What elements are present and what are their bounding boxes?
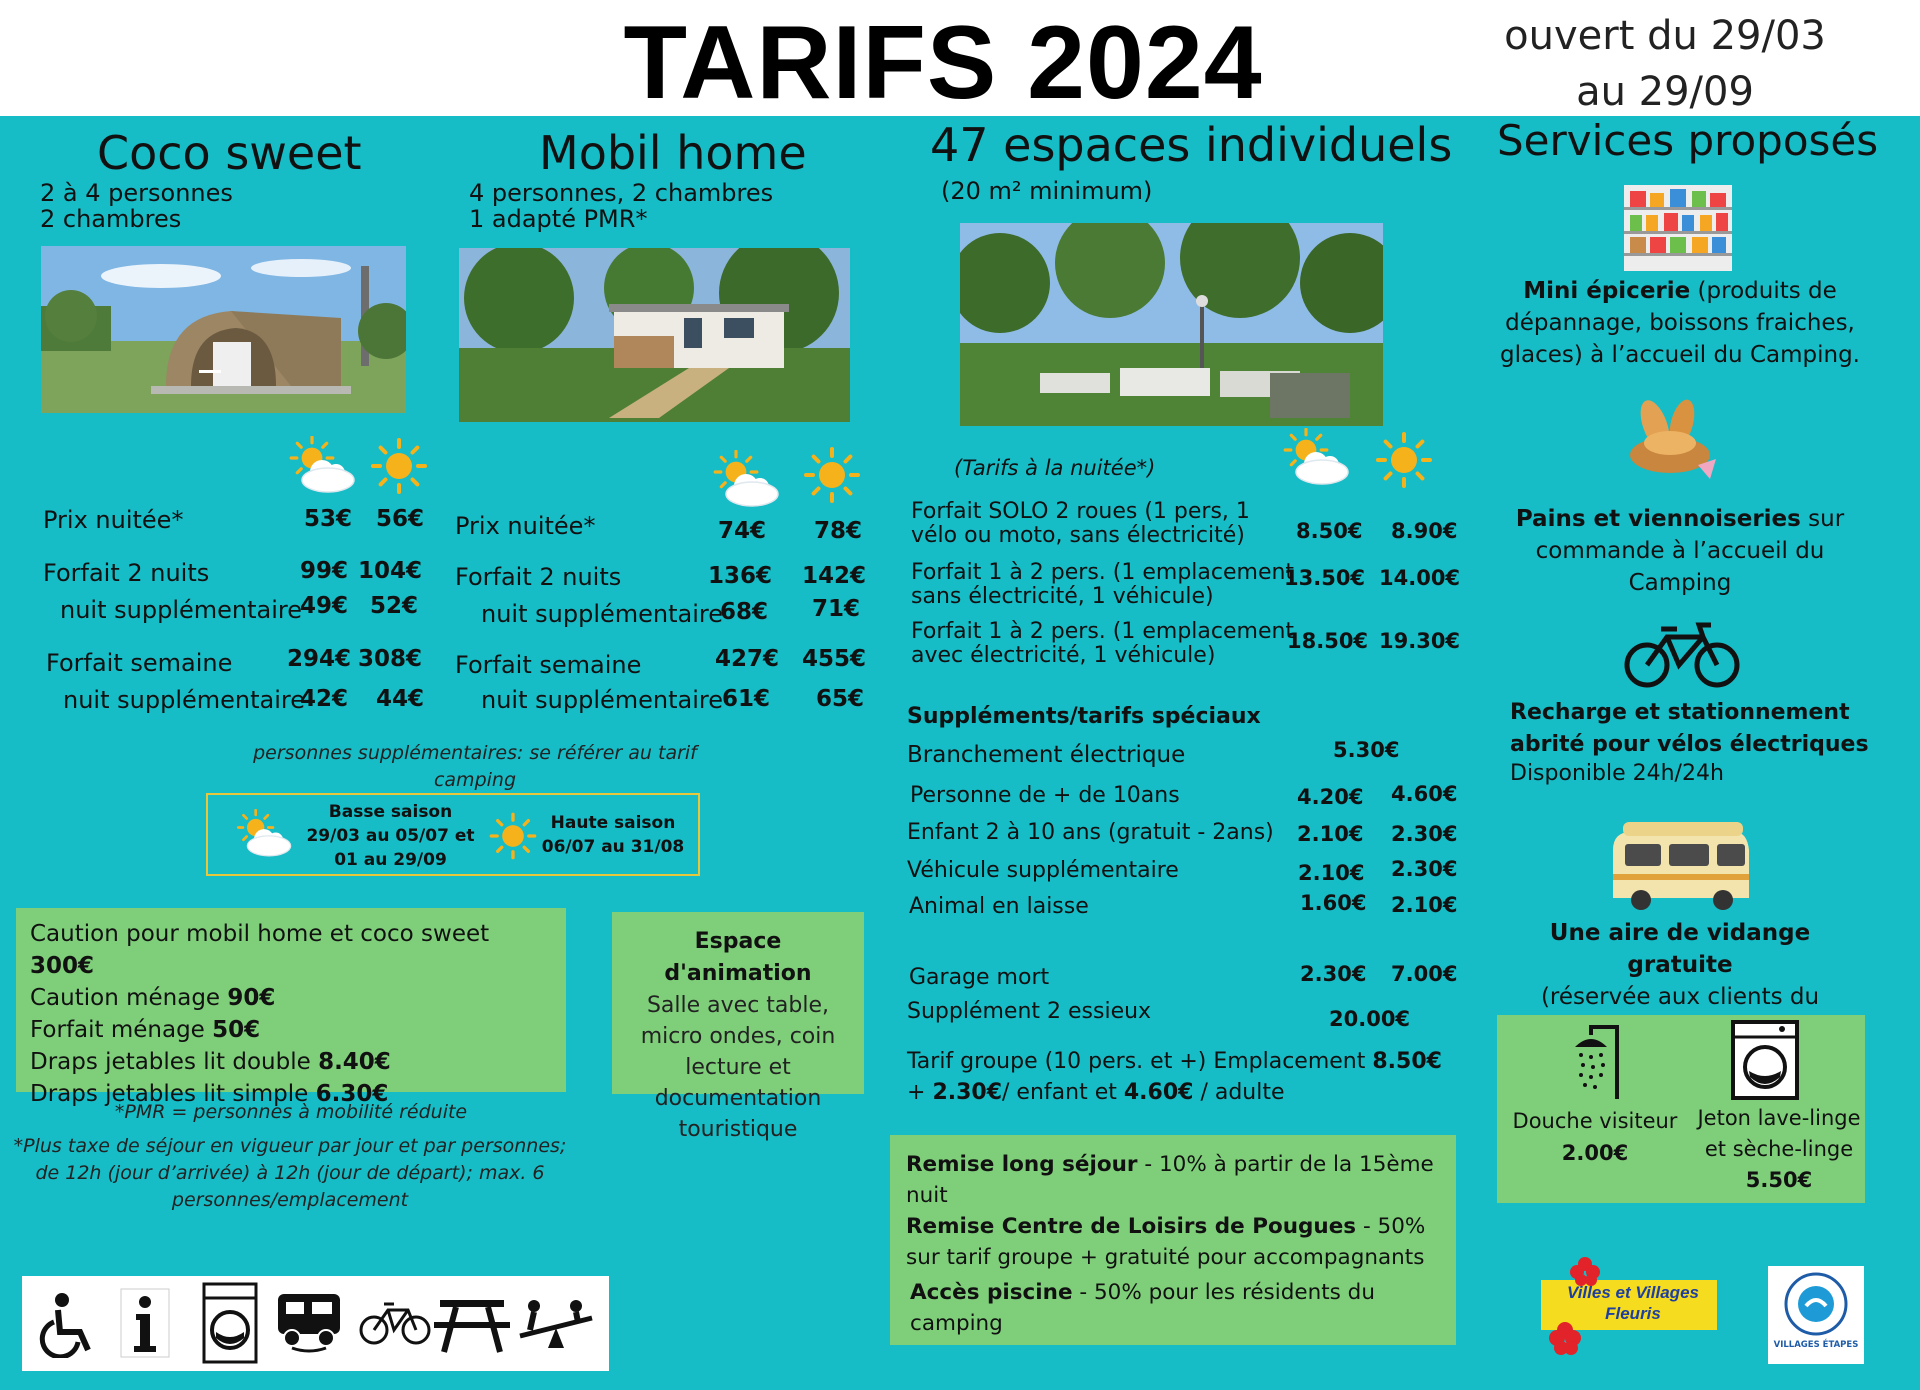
shower-text [1497,1105,1693,1169]
mobil-label-3: Forfait semaine [455,651,642,679]
deposit-label-5: Draps jetables lit simple [30,1081,316,1107]
pitch-label-2b: avec électricité, 1 véhicule) [911,643,1216,668]
pitches-photo [960,223,1383,426]
coco-high-0: 56€ [376,506,425,532]
coco-label-3: Forfait semaine [46,649,233,677]
high-season-dates: 06/07 au 31/08 [541,837,685,857]
mobil-low-2: 68€ [720,599,769,625]
mobil-high-2: 71€ [812,596,861,622]
group-rate-line-2 [907,1077,1442,1108]
discount-pougues [906,1211,1440,1273]
shower-price: 2.00€ [1561,1141,1629,1165]
group-rate-plus: + [907,1080,933,1105]
low-season-title: Basse saison [328,802,453,822]
animation-text: Salle avec table, micro ondes, coin lecture et documentation touristique [640,993,836,1142]
pitch-high-2: 19.30€ [1379,629,1461,653]
bread-title: Pains et viennoiseries [1515,506,1801,532]
mobil-low-4: 61€ [722,686,771,712]
opening-dates [1475,8,1855,120]
high-season-icon [802,445,862,505]
amenity-icons [22,1276,609,1371]
group-rate-child-value: 2.30€ [932,1080,1003,1105]
low-season-text [298,800,483,872]
mobil-high-4: 65€ [816,686,865,712]
grocery-description: (produits de dépannage, boissons fraiches, glaces) à l’accueil du Camping. [1500,278,1860,368]
pitch-high-1: 14.00€ [1379,566,1461,590]
campervan-icon [1603,820,1756,912]
laundry-label: Jeton lave-linge et sèche-linge [1697,1106,1861,1161]
low-season-dates-1: 29/03 au 05/07 et [306,826,475,846]
pitch-low-1: 13.50€ [1284,566,1366,590]
mobil-sub-2: 1 adapté PMR* [469,205,648,233]
coco-low-0: 53€ [304,506,353,532]
deposit-label-1: Caution pour mobil home et coco sweet [30,921,490,947]
shower-label: Douche visiteur [1512,1109,1678,1133]
low-season-icon [710,450,782,512]
group-rate-adult-label: / adulte [1193,1080,1285,1105]
bike-text: Disponible 24h/24h [1510,761,1724,786]
supp-low-5: 2.30€ [1300,962,1367,986]
supp-high-3: 2.30€ [1391,857,1458,881]
deposit-value-2: 90€ [227,985,276,1011]
supp-low-4: 1.60€ [1300,891,1367,915]
coco-low-3: 294€ [287,646,352,672]
dump-station-title: Une aire de vidange gratuite [1549,920,1811,978]
supp-low-6: 20.00€ [1329,1007,1411,1031]
bread-basket-icon [1620,395,1720,483]
villages-etapes-text: VILLAGES ÉTAPES [1773,1340,1859,1350]
low-season-icon [286,436,358,498]
supp-label-4: Animal en laisse [909,894,1089,919]
group-rate [907,1046,1442,1108]
pitch-label-2a: Forfait 1 à 2 pers. (1 emplacement [911,619,1295,644]
shower-icon [1561,1021,1631,1101]
coco-label-4: nuit supplémentaire [63,686,305,714]
per-night-note: (Tarifs à la nuitée*) [954,456,1156,480]
supp-low-0: 5.30€ [1333,738,1400,762]
high-season-text [538,811,688,859]
supp-high-4: 2.10€ [1391,893,1458,917]
discount-2-title: Remise Centre de Loisirs de Pougues [906,1214,1357,1239]
supp-low-2: 2.10€ [1297,822,1364,846]
playground-icon [516,1296,596,1352]
mobil-low-0: 74€ [718,518,767,544]
pitch-low-0: 8.50€ [1296,519,1363,543]
discount-3-title: Accès piscine [910,1280,1073,1305]
deposit-value-4: 8.40€ [318,1049,391,1075]
coco-low-1: 99€ [300,558,349,584]
supp-high-2: 2.30€ [1391,822,1458,846]
pitch-row-0 [911,500,1250,548]
bread-text [1510,503,1850,599]
shower-laundry-box [1497,1015,1865,1203]
mobil-label-4: nuit supplémentaire [481,686,723,714]
supp-label-1: Personne de + de 10ans [910,783,1180,808]
high-season-icon [369,436,429,496]
coco-high-1: 104€ [358,558,423,584]
mobil-label-2: nuit supplémentaire [481,600,723,628]
animation-title: Espace d'animation [664,929,812,986]
deposit-label-2: Caution ménage [30,985,228,1011]
supplements-title: Suppléments/tarifs spéciaux [907,704,1261,729]
fleuris-line-1: Villes et Villages [1567,1283,1699,1302]
low-season-dates-2: 01 au 29/09 [334,850,447,870]
pitches-title: 47 espaces individuels [930,118,1453,172]
deposit-line-1 [30,918,552,982]
group-rate-adult-value: 4.60€ [1123,1080,1194,1105]
coco-title: Coco sweet [97,126,362,180]
group-rate-label: Tarif groupe (10 pers. et +) Emplacement [907,1049,1373,1074]
villages-etapes-emblem-icon [1782,1270,1850,1338]
grocery-text [1490,275,1870,371]
washing-machine-icon [1730,1019,1800,1101]
pitch-label-1b: sans électricité, 1 véhicule) [911,584,1214,609]
discount-2-text: - 50% sur tarif groupe + gratuité pour accompagnants [906,1214,1426,1270]
coco-label-2: nuit supplémentaire [60,596,302,624]
fleuris-line-2: Fleuris [1605,1304,1661,1323]
bicycle-icon [358,1298,432,1348]
villages-etapes-logo [1768,1266,1864,1364]
services-title: Services proposés [1497,116,1879,165]
high-season-icon [488,811,538,861]
pitch-label-0b: vélo ou moto, sans électricité) [911,523,1245,548]
coco-low-2: 49€ [300,593,349,619]
mobil-high-0: 78€ [814,518,863,544]
pitch-low-2: 18.50€ [1287,629,1369,653]
pitch-label-0a: Forfait SOLO 2 roues (1 pers, 1 [911,499,1250,524]
mobil-home-photo [459,248,850,422]
coco-label-1: Forfait 2 nuits [43,559,210,587]
deposit-value-3: 50€ [212,1017,261,1043]
discount-1-text: - 10% à partir de la 15ème nuit [906,1152,1434,1208]
opening-line-1: ouvert du 29/03 [1504,13,1826,59]
coco-high-4: 44€ [376,686,425,712]
picnic-table-icon [432,1292,512,1354]
bread-description: sur commande à l’accueil du Camping [1535,506,1845,596]
mobil-sub-1: 4 personnes, 2 chambres [469,179,774,207]
pitch-row-2 [911,620,1294,668]
high-season-title: Haute saison [550,813,676,833]
deposit-line-2 [30,982,552,1014]
washing-machine-icon [202,1282,258,1364]
wheelchair-icon [36,1290,98,1358]
supp-label-5: Garage mort [909,965,1050,990]
mobil-label-1: Forfait 2 nuits [455,563,622,591]
coco-sweet-photo [41,246,406,413]
deposit-value-1: 300€ [30,953,95,979]
discount-3-text: - 50% pour les résidents du camping [910,1280,1375,1336]
coco-low-4: 42€ [300,686,349,712]
tax-note: *Plus taxe de séjour en vigueur par jour et par personnes; de 12h (jour d’arrivée) à 12h (jour de départ); max. 6 personnes/emplacement [13,1135,567,1211]
high-season-icon [1374,430,1434,490]
supp-label-2: Enfant 2 à 10 ans (gratuit - 2ans) [907,820,1274,845]
discount-1-title: Remise long séjour [906,1152,1138,1177]
discount-long-stay [906,1149,1440,1211]
laundry-text [1693,1103,1865,1196]
group-rate-child-label: / enfant et [1002,1080,1124,1105]
deposit-label-3: Forfait ménage [30,1017,213,1043]
season-legend [206,793,700,876]
dump-station-description: (réservée aux clients du [1540,984,1820,1010]
coco-sub-2: 2 chambres [40,205,182,233]
pitches-sub: (20 m² minimum) [941,177,1153,205]
info-icon [120,1288,170,1358]
supp-label-0: Branchement électrique [907,742,1186,768]
pitch-label-1a: Forfait 1 à 2 pers. (1 emplacement [911,560,1295,585]
extra-persons-note: personnes supplémentaires: se référer au tarif camping [253,742,697,791]
camper-icon [272,1288,346,1358]
group-rate-line-1 [907,1046,1442,1077]
supp-label-6: Supplément 2 essieux [907,999,1152,1024]
deposit-line-3 [30,1014,552,1046]
animation-box [612,912,864,1142]
supp-label-3: Véhicule supplémentaire [907,858,1179,883]
supp-high-1: 4.60€ [1391,782,1458,806]
supp-high-5: 7.00€ [1391,962,1458,986]
coco-label-0: Prix nuitée* [43,506,184,534]
deposit-label-4: Draps jetables lit double [30,1049,319,1075]
group-rate-pitch-value: 8.50€ [1372,1049,1442,1074]
deposit-line-4 [30,1046,552,1078]
mobil-label-0: Prix nuitée* [455,512,596,540]
pmr-note: *PMR = personnes à mobilité réduite [114,1101,468,1123]
supp-low-3: 2.10€ [1298,861,1365,885]
low-season-icon [234,809,294,861]
mobil-title: Mobil home [539,126,807,180]
discounts-box [890,1135,1456,1345]
pitch-high-0: 8.90€ [1391,519,1458,543]
coco-high-3: 308€ [358,646,423,672]
mobil-low-1: 136€ [708,563,773,589]
low-season-icon [1280,428,1352,490]
coco-sub-1: 2 à 4 personnes [40,179,233,207]
villes-villages-fleuris-logo [1537,1252,1723,1355]
pitch-row-1 [911,561,1294,609]
deposit-value-5: 6.30€ [315,1081,389,1107]
deposits-box [16,908,566,1107]
grocery-shelf-icon [1620,183,1736,273]
mobil-low-3: 427€ [715,646,780,672]
coco-high-2: 52€ [370,593,419,619]
grocery-title: Mini épicerie [1523,278,1691,304]
bicycle-icon [1623,621,1741,691]
supp-low-1: 4.20€ [1297,785,1364,809]
fleuris-text [1549,1282,1717,1324]
mobil-high-3: 455€ [802,646,867,672]
bike-title: Recharge et stationnement abrité pour vélos électriques [1510,700,1869,757]
opening-line-2: au 29/09 [1576,69,1754,115]
page-title: TARIFS 2024 [623,5,1263,121]
laundry-price: 5.50€ [1745,1168,1813,1192]
mobil-high-1: 142€ [802,563,867,589]
discount-pool [906,1277,1440,1339]
